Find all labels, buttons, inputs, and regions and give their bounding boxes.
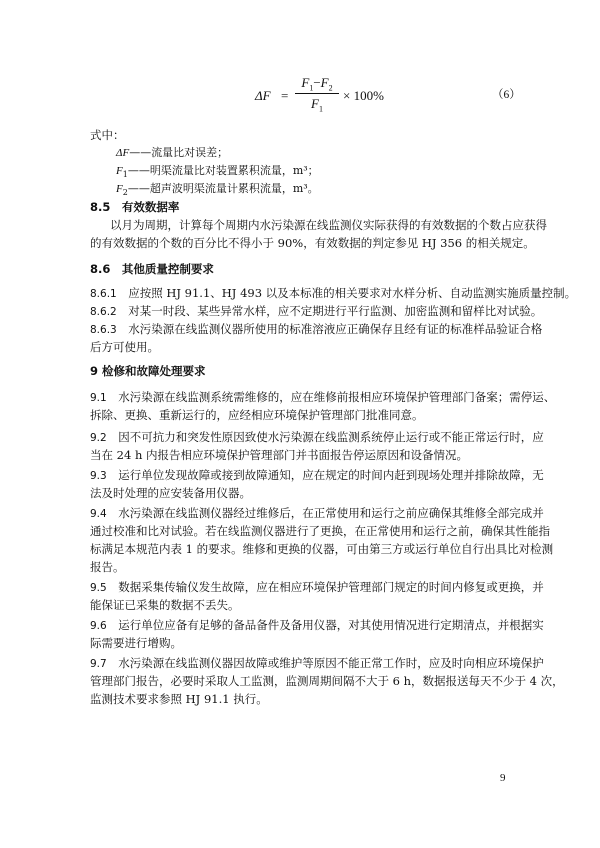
item-8-6-1: 8.6.1 应按照 HJ 91.1、HJ 493 以及本标准的相关要求对水样分析、自动监测实施质量控制。 <box>90 286 577 300</box>
section-8-5-para-line2: 的有效数据的个数的百分比不得小于 90%，有效数据的判定参见 HJ 356 的相关规定。 <box>90 236 535 250</box>
item-9-5: 9.5 数据采集传输仪发生故障，应在相应环境保护管理部门规定的时间内修复或更换，并 <box>90 580 544 594</box>
formula-6 <box>255 74 435 122</box>
item-9-7-cont1: 管理部门报告，必要时采取人工监测，监测周期间隔不大于 6 h，数据报送每天不少于 4 次， <box>90 674 564 688</box>
page-number: 9 <box>500 772 506 784</box>
formula-multiplier: × 100% <box>343 88 384 103</box>
formula-equals: = <box>281 88 289 103</box>
where-label: 式中： <box>90 128 125 142</box>
section-8-5-heading: 8.5 有效数据率 <box>90 200 180 214</box>
item-9-6: 9.6 运行单位应备有足够的备品备件及备用仪器，对其使用情况进行定期清点，并根据实 <box>90 618 544 632</box>
formula-fraction <box>295 74 339 113</box>
item-9-1: 9.1 水污染源在线监测系统需维修的，应在维修前报相应环境保护管理部门备案；需停运、 <box>90 390 556 404</box>
item-8-6-2: 8.6.2 对某一时段、某些异常水样，应不定期进行平行监测、加密监测和留样比对试验。 <box>90 304 543 318</box>
item-9-6-cont: 际需要进行增购。 <box>90 636 182 650</box>
definition-f1: $F_1——$明渠流量比对装置累积流量，m³； <box>116 164 319 180</box>
item-9-3-cont: 法及时处理的应安装备用仪器。 <box>90 486 251 500</box>
item-9-7: 9.7 水污染源在线监测仪器因故障或维护等原因不能正常工作时，应及时向相应环境保护 <box>90 656 544 670</box>
section-8-5-para-line1: 以月为周期，计算每个周期内水污染源在线监测仪实际获得的有效数据的个数占应获得 <box>110 218 547 232</box>
item-8-6-3: 8.6.3 水污染源在线监测仪器所使用的标准溶液应正确保存且经有证的标准样品验证合格 <box>90 322 543 336</box>
formula-numerator: $F_1-F_2$ <box>301 75 333 93</box>
item-9-4: 9.4 水污染源在线监测仪器经过维修后，在正常使用和运行之前应确保其维修全部完成并 <box>90 506 544 520</box>
item-9-2-cont: 当在 24 h 内报告相应环境保护管理部门并书面报告停运原因和设备情况。 <box>90 448 469 462</box>
item-9-3: 9.3 运行单位发现故障或接到故障通知，应在规定的时间内赶到现场处理并排除故障，无 <box>90 468 544 482</box>
equation-number: （6） <box>492 89 521 101</box>
definition-delta-f: ΔF——流量比对误差； <box>116 146 229 159</box>
definition-f2: $F_2——$超声波明渠流量计累积流量，m³。 <box>116 182 319 198</box>
formula-denominator: $F_1$ <box>311 96 323 114</box>
item-9-5-cont: 能保证已采集的数据不丢失。 <box>90 598 240 612</box>
section-8-6-heading: 8.6 其他质量控制要求 <box>90 262 214 276</box>
formula-lhs: ΔF <box>255 88 271 103</box>
section-9-heading: 9 检修和故障处理要求 <box>90 364 206 378</box>
item-9-4-cont1: 通过校准和比对试验。若在线监测仪器进行了更换，在正常使用和运行之前，确保其性能指 <box>90 524 550 538</box>
item-9-7-cont2: 监测技术要求参照 HJ 91.1 执行。 <box>90 692 268 706</box>
item-8-6-3-cont: 后方可使用。 <box>90 340 159 354</box>
item-9-4-cont2: 标满足本规范内表 1 的要求。维修和更换的仪器，可由第三方或运行单位自行出具比对检测 <box>90 542 554 556</box>
item-9-2: 9.2 因不可抗力和突发性原因致使水污染源在线监测系统停止运行或不能正常运行时，应 <box>90 430 544 444</box>
item-9-4-cont3: 报告。 <box>90 560 125 574</box>
fraction-bar <box>295 93 339 94</box>
item-9-1-cont: 拆除、更换、重新运行的，应经相应环境保护管理部门批准同意。 <box>90 408 424 422</box>
